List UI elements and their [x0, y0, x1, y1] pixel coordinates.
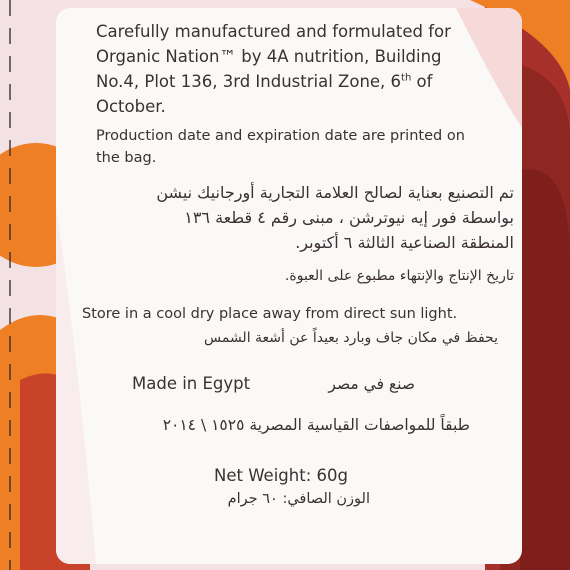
net-weight-arabic: الوزن الصافي: ٦٠ جرام [227, 491, 370, 507]
storage-arabic: يحفظ في مكان جاف وبارد بعيداً عن أشعة الشمس [204, 330, 498, 346]
manufacturer-line-1: Carefully manufactured and formulated for [96, 22, 451, 41]
manufacturer-line-3-text: No.4, Plot 136, 3rd Industrial Zone, 6 [96, 72, 402, 91]
origin-english: Made in Egypt [132, 374, 251, 393]
manufacturer-line-3 [96, 72, 432, 91]
manufacturer-line-3-sup: th [401, 72, 412, 84]
production-note-line-2: the bag. [96, 150, 157, 166]
arabic-manufacturer-line-3: المنطقة الصناعية الثالثة ٦ أكتوبر. [295, 233, 514, 252]
net-weight-english: Net Weight: 60g [214, 466, 348, 485]
manufacturer-line-4: October. [96, 97, 166, 116]
arabic-manufacturer-line-1: تم التصنيع بعناية لصالح العلامة التجارية أورجانيك نيشن [156, 183, 514, 202]
origin-arabic: صنع في مصر [328, 375, 415, 393]
manufacturer-line-2: Organic Nation™ by 4A nutrition, Building [96, 47, 442, 66]
arabic-production-note: تاريخ الإنتاج والإنتهاء مطبوع على العبوة. [284, 268, 514, 284]
manufacturer-line-3-end: of [411, 72, 433, 91]
storage-english: Store in a cool dry place away from direct sun light. [82, 306, 458, 322]
arabic-manufacturer-line-2: بواسطة فور إيه نيوترشن ، مبنى رقم ٤ قطعة ١٣٦ [184, 208, 514, 227]
standard-arabic: طبقاً للمواصفات القياسية المصرية ١٥٢٥ \ ٢٠١٤ [162, 416, 470, 434]
production-note-line-1: Production date and expiration date are printed on [96, 128, 465, 144]
